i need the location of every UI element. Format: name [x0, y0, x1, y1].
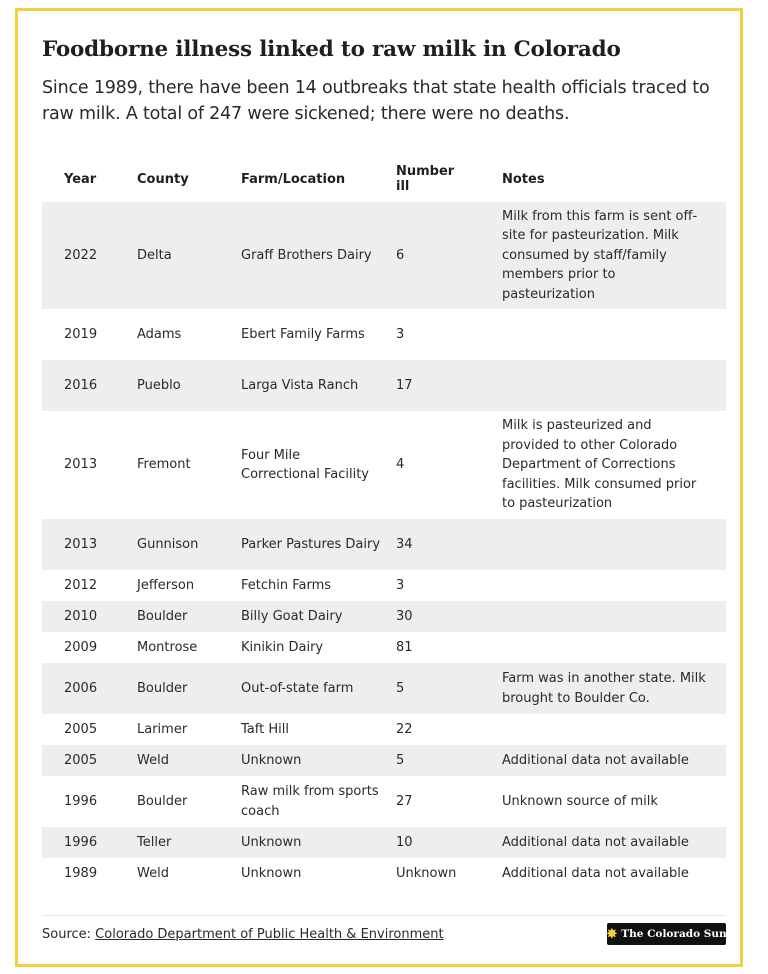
- table-row: [42, 601, 726, 632]
- cell-notes: Farm was in another state. Milk brought to Boulder Co.: [502, 663, 726, 714]
- cell-farm: Unknown: [241, 745, 396, 776]
- cell-farm: Unknown: [241, 827, 396, 858]
- cell-number-ill: Unknown: [396, 865, 457, 881]
- table-header-row: [42, 156, 726, 202]
- cell-notes: [502, 360, 726, 411]
- sun-icon: ✸: [606, 926, 618, 942]
- column-header-county: County: [137, 171, 189, 187]
- footer-divider: [42, 915, 726, 916]
- cell-number-ill: 3: [396, 326, 405, 342]
- cell-farm: Kinikin Dairy: [241, 639, 324, 655]
- cell-farm: Out-of-state farm: [241, 663, 396, 714]
- cell-number-ill: 5: [396, 663, 502, 714]
- cell-year: 2009: [64, 639, 98, 655]
- cell-farm: Billy Goat Dairy: [241, 601, 396, 632]
- cell-year: 1996: [64, 793, 98, 809]
- subtitle: Since 1989, there have been 14 outbreaks that state health officials traced to raw milk. A total of 247 were sickened; there were no deaths.: [42, 78, 710, 124]
- page-title: Foodborne illness linked to raw milk in Colorado: [42, 37, 621, 62]
- cell-notes: [502, 632, 726, 663]
- cell-farm: Fetchin Farms: [241, 577, 332, 593]
- cell-number-ill: 4: [396, 457, 405, 473]
- cell-farm: Larga Vista Ranch: [241, 360, 396, 411]
- column-header-notes: Notes: [502, 171, 545, 187]
- cell-notes: Additional data not available: [502, 745, 726, 776]
- table-row: [42, 827, 726, 858]
- cell-county: Delta: [137, 202, 241, 309]
- cell-year: 2016: [42, 360, 137, 411]
- cell-notes: [502, 570, 726, 601]
- cell-county: Jefferson: [137, 577, 195, 593]
- table-row: [42, 360, 726, 411]
- cell-notes: Milk is pasteurized and provided to other Colorado Department of Corrections facilities. Milk consumed prior to pasteurization: [502, 418, 697, 512]
- cell-farm: Taft Hill: [241, 721, 289, 737]
- cell-year: 2013: [64, 457, 98, 473]
- cell-year: 2013: [42, 519, 137, 570]
- cell-county: Boulder: [137, 793, 188, 809]
- table-row: [42, 519, 726, 570]
- cell-notes: Unknown source of milk: [502, 793, 658, 809]
- cell-farm: Ebert Family Farms: [241, 326, 365, 342]
- cell-farm: Four Mile Correctional Facility: [241, 447, 369, 482]
- table-row: [42, 663, 726, 714]
- cell-county: Montrose: [137, 639, 198, 655]
- cell-county: Weld: [137, 745, 241, 776]
- cell-year: 2006: [42, 663, 137, 714]
- cell-number-ill: 27: [396, 793, 413, 809]
- source-label: Source:: [42, 927, 92, 942]
- cell-year: 2005: [42, 745, 137, 776]
- cell-county: Adams: [137, 326, 182, 342]
- cell-number-ill: 30: [396, 601, 502, 632]
- table-row: [42, 745, 726, 776]
- graphic-frame: [15, 8, 743, 967]
- cell-county: Weld: [137, 865, 169, 881]
- cell-county: Boulder: [137, 663, 241, 714]
- cell-notes: [502, 601, 726, 632]
- table-row: [42, 570, 726, 601]
- column-header-year: Year: [64, 171, 97, 187]
- cell-notes: [502, 309, 726, 360]
- cell-year: 2012: [64, 577, 98, 593]
- table-row: [42, 714, 726, 745]
- source-link[interactable]: Colorado Department of Public Health & Environment: [95, 927, 444, 942]
- cell-county: Teller: [137, 827, 241, 858]
- cell-number-ill: 81: [396, 639, 413, 655]
- cell-notes: Additional data not available: [502, 827, 726, 858]
- cell-notes: [502, 519, 726, 570]
- table-body: [42, 202, 726, 889]
- cell-notes: Additional data not available: [502, 865, 689, 881]
- cell-number-ill: 34: [396, 519, 502, 570]
- table-row: [42, 776, 726, 827]
- cell-county: Gunnison: [137, 519, 241, 570]
- cell-year: 2019: [64, 326, 98, 342]
- cell-county: Pueblo: [137, 360, 241, 411]
- logo-text: The Colorado Sun: [621, 928, 727, 940]
- cell-year: 2005: [64, 721, 98, 737]
- cell-number-ill: 22: [396, 721, 413, 737]
- cell-number-ill: 17: [396, 360, 502, 411]
- cell-county: Fremont: [137, 457, 191, 473]
- cell-county: Boulder: [137, 601, 241, 632]
- cell-number-ill: 10: [396, 827, 502, 858]
- column-header-number-ill: Number ill: [396, 164, 455, 194]
- cell-number-ill: 5: [396, 745, 502, 776]
- cell-year: 1989: [64, 865, 98, 881]
- cell-notes: Milk from this farm is sent off-site for pasteurization. Milk consumed by staff/family members prior to pasteurization: [502, 202, 726, 309]
- cell-farm: Unknown: [241, 865, 302, 881]
- table-row: [42, 632, 726, 663]
- colorado-sun-logo: [607, 923, 726, 945]
- cell-farm: Graff Brothers Dairy: [241, 202, 396, 309]
- table-row: [42, 202, 726, 309]
- cell-notes: [502, 714, 726, 745]
- cell-farm: Parker Pastures Dairy: [241, 519, 396, 570]
- column-header-farm: Farm/Location: [241, 171, 346, 187]
- cell-year: 1996: [42, 827, 137, 858]
- cell-farm: Raw milk from sports coach: [241, 784, 379, 819]
- table-row: [42, 411, 726, 519]
- table-row: [42, 858, 726, 889]
- cell-number-ill: 3: [396, 577, 405, 593]
- cell-county: Larimer: [137, 721, 188, 737]
- cell-number-ill: 6: [396, 202, 502, 309]
- cell-year: 2022: [42, 202, 137, 309]
- outbreak-table: [42, 156, 726, 889]
- cell-year: 2010: [42, 601, 137, 632]
- table-row: [42, 309, 726, 360]
